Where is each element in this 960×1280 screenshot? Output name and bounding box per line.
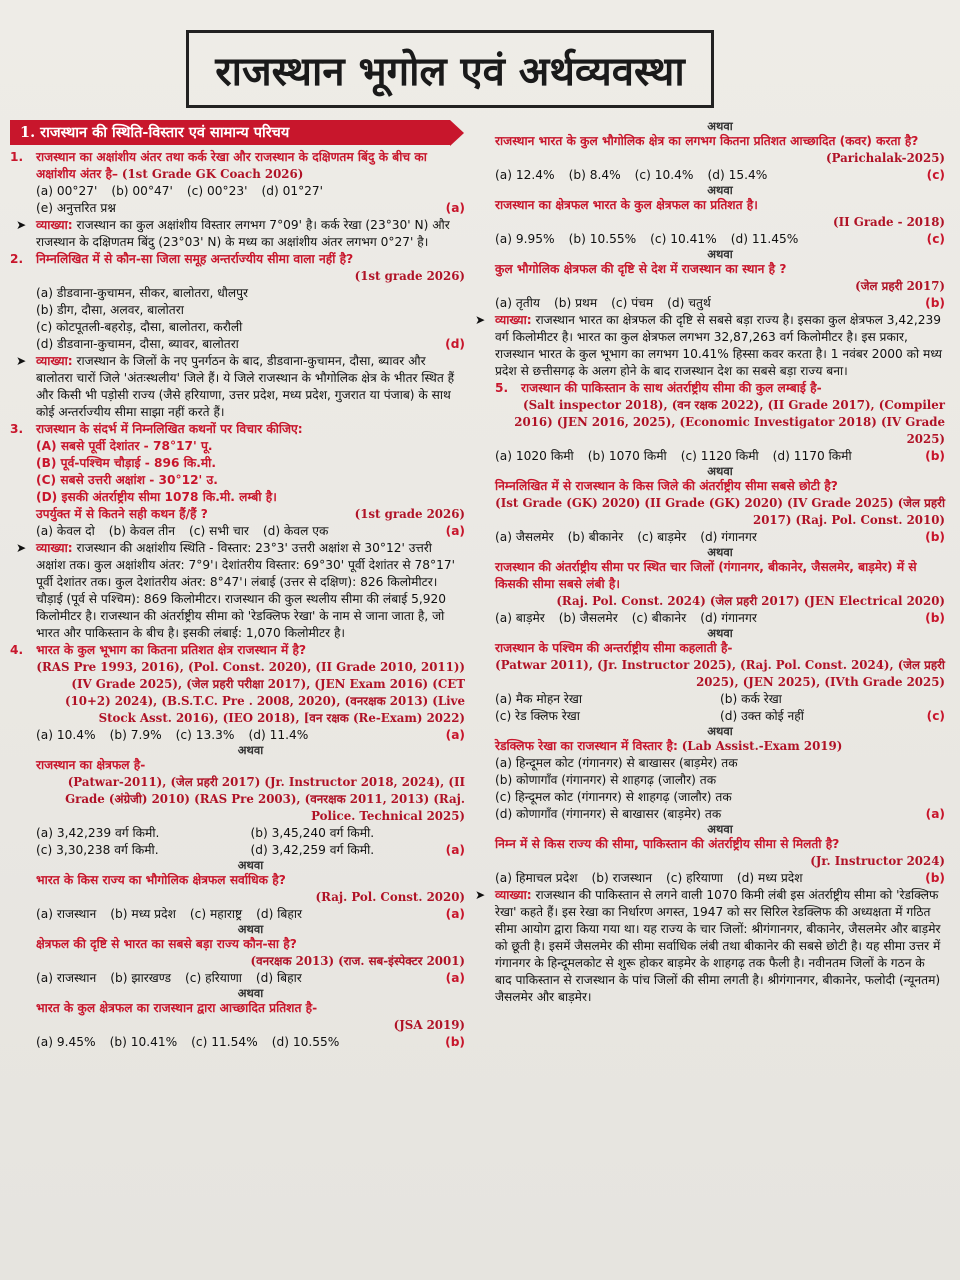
answer: (a) (445, 728, 465, 742)
option-e: (e) अनुत्तरित प्रश्न (36, 201, 116, 215)
question-text: राजस्थान का क्षेत्रफल भारत के कुल क्षेत्रफल का प्रतिशत है। (495, 198, 758, 212)
athva-divider: अथवा (707, 119, 733, 133)
option-row (495, 295, 945, 312)
option-b: (b) कोणागाँव (गंगानगर) से शाहगढ़ (जालौर) तक (495, 773, 717, 787)
answer: (b) (925, 296, 945, 310)
option-d: (d) 11.4% (248, 728, 309, 742)
option-c: (c) हरियाणा (666, 871, 723, 885)
option-d: (d) 1170 किमी (772, 449, 852, 463)
question-3 (10, 421, 465, 642)
question-text: राजस्थान का अक्षांशीय अंतर तथा कर्क रेखा और राजस्थान के दक्षिणतम बिंदु के बीच का अक्षांशीय अंतर है– (36, 150, 427, 181)
answer: (a) (445, 843, 465, 857)
question-number: 5. (495, 381, 509, 395)
option-d: (d) बिहार (255, 971, 302, 985)
option-row (495, 167, 945, 184)
option-c: (c) 1120 किमी (680, 449, 759, 463)
question-source: (Parichalak-2025) (825, 151, 945, 165)
question-source: (Patwar 2011), (Jr. Instructor 2025), (Raj. Pol. Const. 2024), (जेल प्रहरी 2025), (JEN 2025), (IVth Grade 2025) (495, 658, 945, 689)
athva-divider: अथवा (707, 545, 733, 559)
athva-divider: अथवा (707, 724, 733, 738)
explanation-label: व्याख्या: (36, 541, 73, 555)
option-d: (d) मध्य प्रदेश (736, 871, 803, 885)
explanation-text: राजस्थान के जिलों के नए पुनर्गठन के बाद, डीडवाना-कुचामन, दौसा, ब्यावर और बालोतरा चारों जिले 'अंतःस्थलीय' जिले हैं। ये जिले राजस्थान के भौगोलिक क्षेत्र के भीतर स्थित हैं और किसी भी पड़ोसी राज्य (जैसे हरियाणा, उत्तर प्रदेश, मध्य प्रदेश, गुजरात या पंजाब) के साथ कोई अन्तर्राज्यीय सीमा साझा नहीं करते हैं। (36, 354, 455, 419)
option-a: (a) 9.45% (36, 1035, 96, 1049)
answer: (a) (445, 201, 465, 215)
option-a: (a) केवल दो (36, 524, 95, 538)
question-text: निम्न में से किस राज्य की सीमा, पाकिस्तान की अंतर्राष्ट्रीय सीमा से मिलती है? (495, 837, 840, 851)
answer: (c) (926, 168, 945, 182)
left-column (10, 120, 465, 1051)
question-source: (Salt inspector 2018), (वन रक्षक 2022), (II Grade 2017), (Compiler 2016) (JEN 2016, 2025), (Economic Investigator 2018) (IV Grade 2025) (514, 398, 945, 446)
option-a: (a) राजस्थान (36, 971, 97, 985)
answer: (b) (925, 449, 945, 463)
option-row (36, 523, 465, 540)
question-text: कुल भौगोलिक क्षेत्रफल की दृष्टि से देश में राजस्थान का स्थान है ? (495, 262, 787, 276)
option-c: (c) महाराष्ट्र (189, 907, 243, 921)
option-row (36, 727, 465, 744)
option-b: (b) प्रथम (553, 296, 598, 310)
option-b: (b) 7.9% (109, 728, 162, 742)
options (495, 691, 945, 725)
section-title: 1. राजस्थान की स्थिति-विस्तार एवं सामान्य परिचय (10, 120, 450, 145)
option-d: (d) कोणागाँव (गंगानगर) से बाखासर (बाड़मेर) तक (495, 807, 722, 821)
question-row (495, 738, 945, 755)
option-d: (d) केवल एक (262, 524, 329, 538)
explanation (16, 353, 465, 421)
question-text: निम्नलिखित में से राजस्थान के किस जिले की अंतर्राष्ट्रीय सीमा सबसे छोटी है? (495, 479, 838, 493)
option-b: (b) झारखण्ड (110, 971, 172, 985)
option-d: (d) डीडवाना-कुचामन, दौसा, ब्यावर, बालोतरा (36, 337, 239, 351)
explanation-text: राजस्थान का कुल अक्षांशीय विस्तार लगभग 7°09' है। कर्क रेखा (23°30' N) और राजस्थान के दक्षिणतम बिंदु (23°03' N) के मध्य का अक्षांशीय अंतर लगभग 0°27' है। (36, 218, 450, 249)
option-row (36, 970, 465, 987)
right-column (475, 119, 945, 1006)
athva-divider: अथवा (237, 986, 264, 1000)
answer: (c) (926, 709, 945, 723)
question-1 (10, 149, 465, 251)
statement-b: (B) पूर्व-पश्चिम चौड़ाई - 896 कि.मी. (36, 456, 216, 470)
option-row (36, 1034, 465, 1051)
option-a: (a) 00°27' (36, 184, 98, 198)
option-b: (b) केवल तीन (108, 524, 176, 538)
option-a: (a) 3,42,239 वर्ग किमी. (36, 826, 160, 840)
option-d: (d) 15.4% (707, 168, 768, 182)
question-text: निम्नलिखित में से कौन-सा जिला समूह अन्तर्राज्यीय सीमा वाला नहीं है? (36, 252, 354, 266)
question-text: राजस्थान का क्षेत्रफल है- (36, 758, 146, 772)
question-source: (1st grade 2026) (354, 507, 465, 521)
option-a: (a) 1020 किमी (495, 449, 574, 463)
answer: (a) (445, 971, 465, 985)
option-a: (a) हिमाचल प्रदेश (495, 871, 578, 885)
question-text: राजस्थान के पश्चिम की अन्तर्राष्ट्रीय सीमा कहलाती है- (495, 641, 733, 655)
option-row (495, 610, 945, 627)
option-row (36, 906, 465, 923)
option-c: (c) 11.54% (191, 1035, 258, 1049)
option-d: (d) 10.55% (271, 1035, 340, 1049)
option-b: (b) कर्क रेखा (720, 692, 782, 706)
option-row (495, 231, 945, 248)
arrow-icon: ➤ (475, 313, 486, 327)
athva-divider: अथवा (707, 464, 733, 478)
question-source: (Raj. Pol. Const. 2024) (जेल प्रहरी 2017) (JEN Electrical 2020) (556, 594, 945, 608)
option-a: (a) 12.4% (495, 168, 555, 182)
option-c: (c) 10.41% (650, 232, 717, 246)
option-a: (a) जैसलमेर (495, 530, 554, 544)
option-c: (c) सभी चार (189, 524, 249, 538)
question-text: भारत के किस राज्य का भौगोलिक क्षेत्रफल सर्वाधिक है? (36, 873, 286, 887)
option-d: (d) चतुर्थ (667, 296, 711, 310)
option-b: (b) 3,45,240 वर्ग किमी. (250, 826, 375, 840)
question-text: रेडक्लिफ रेखा का राजस्थान में विस्तार है: (495, 739, 678, 753)
answer: (a) (445, 524, 465, 538)
question-number: 1. (10, 150, 24, 164)
question-source: (Raj. Pol. Const. 2020) (315, 890, 465, 904)
option-a: (a) हिन्दूमल कोट (गंगानगर) से बाखासर (बाड़मेर) तक (495, 756, 738, 770)
question-text: राजस्थान भारत के कुल भौगोलिक क्षेत्र का लगभग कितना प्रतिशत आच्छादित (कवर) करता है? (495, 134, 919, 148)
question-number: 4. (10, 643, 24, 657)
option-b: (b) डीग, दौसा, अलवर, बालोतरा (36, 303, 184, 317)
option-b: (b) 10.55% (568, 232, 637, 246)
option-c: (c) कोटपूतली-बहरोड़, दौसा, बालोतरा, करौली (36, 320, 243, 334)
option-b: (b) जैसलमेर (558, 611, 618, 625)
option-c: (c) हरियाणा (185, 971, 242, 985)
option-d: (d) 01°27' (261, 184, 324, 198)
question-source: (JSA 2019) (393, 1018, 465, 1032)
arrow-icon: ➤ (475, 888, 486, 902)
option-b: (b) मध्य प्रदेश (110, 907, 176, 921)
statement-d: (D) इसकी अंतर्राष्ट्रीय सीमा 1078 कि.मी. लम्बी है। (36, 490, 277, 504)
option-b: (b) बीकानेर (567, 530, 624, 544)
question-prompt: उपर्युक्त में से कितने सही कथन हैं/हैं ? (36, 507, 208, 521)
option-c: (c) 00°23' (186, 184, 248, 198)
question-source: (RAS Pre 1993, 2016), (Pol. Const. 2020), (II Grade 2010, 2011)) (IV Grade 2025), (जेल प्रहरी परीक्षा 2017), (JEN Exam 2016) (CET (10+2) 2024), (B.S.T.C. Pre . 2008, 2020), (वनरक्षक 2013) (Live Stock Asst. 2016), (IEO 2018), [वन रक्षक (Re-Exam) 2022) (36, 660, 465, 725)
option-a: (a) डीडवाना-कुचामन, सीकर, बालोतरा, धौलपुर (36, 286, 249, 300)
athva-divider: अथवा (707, 183, 733, 197)
athva-divider: अथवा (237, 743, 264, 757)
question-text: राजस्थान की पाकिस्तान के साथ अंतर्राष्ट्रीय सीमा की कुल लम्बाई है- (521, 381, 822, 395)
athva-divider: अथवा (707, 822, 733, 836)
explanation-label: व्याख्या: (495, 888, 532, 902)
athva-divider: अथवा (707, 247, 733, 261)
question-text: भारत के कुल क्षेत्रफल का राजस्थान द्वारा आच्छादित प्रतिशत है- (36, 1001, 318, 1015)
option-c: (c) हिन्दूमल कोट (गंगानगर) से शाहगढ़ (जालौर) तक (495, 790, 732, 804)
option-row (495, 529, 945, 546)
option-row (495, 448, 945, 465)
option-b: (b) 10.41% (109, 1035, 178, 1049)
explanation (475, 312, 945, 380)
explanation-text: राजस्थान की अक्षांशीय स्थिति - विस्तार: 23°3' उत्तरी अक्षांश से 30°12' उत्तरी अक्षांश तक। कुल अक्षांशीय अंतर: 7°9'। देशांतरीय विस्तार: 69°30' पूर्वी देशांतर से 78°17' पूर्वी देशांतर तक। कुल देशांतरीय अंतर: 8°47'। लंबाई (उत्तर से दक्षिण): 826 किलोमीटर। चौड़ाई (पूर्व से पश्चिम): 869 किलोमीटर। राजस्थान की कुल स्थलीय सीमा की लंबाई 5,920 किलोमीटर है। राजस्थान की अंतर्राष्ट्रीय सीमा को 'रेडक्लिफ रेखा' के नाम से जाना जाता है, जो भारत और पाकिस्तान के बीच है। इसकी लंबाई: 1,070 किलोमीटर है। (36, 541, 455, 640)
athva-divider: अथवा (237, 922, 264, 936)
question-source: (Patwar-2011), (जेल प्रहरी 2017) (Jr. Instructor 2018, 2024), (II Grade (अंग्रेजी) 2010) (RAS Pre 2003), (वनरक्षक 2011, 2013) (Raj. Police. Technical 2025) (65, 775, 465, 823)
answer: (b) (925, 530, 945, 544)
answer: (b) (445, 1035, 465, 1049)
question-4 (10, 642, 465, 1051)
question-source: (जेल प्रहरी 2017) (855, 279, 945, 293)
option-b: (b) 1070 किमी (587, 449, 667, 463)
answer: (b) (925, 871, 945, 885)
question-number: 2. (10, 252, 24, 266)
answer: (a) (445, 907, 465, 921)
question-5 (495, 380, 945, 397)
question-source: (II Grade - 2018) (833, 215, 945, 229)
option-a: (a) राजस्थान (36, 907, 97, 921)
option-row (36, 200, 465, 217)
page-title: राजस्थान भूगोल एवं अर्थव्यवस्था (215, 47, 685, 95)
option-c: (c) 13.3% (175, 728, 235, 742)
athva-divider: अथवा (237, 858, 264, 872)
question-source: (Ist Grade (GK) 2020) (II Grade (GK) 2020) (IV Grade 2025) (जेल प्रहरी 2017) (Raj. Pol. Const. 2010) (495, 496, 945, 527)
question-text: राजस्थान की अंतर्राष्ट्रीय सीमा पर स्थित चार जिलों (गंगानगर, बीकानेर, जैसलमेर, बाड़मेर) में से किसकी सीमा सबसे लंबी है। (495, 560, 917, 591)
option-d: (d) 11.45% (730, 232, 799, 246)
option-row (36, 336, 465, 353)
athva-divider: अथवा (707, 626, 733, 640)
option-c: (c) 10.4% (634, 168, 694, 182)
explanation (475, 887, 945, 1006)
option-d: (d) गंगानगर (700, 530, 757, 544)
option-c: (c) 3,30,238 वर्ग किमी. (36, 843, 159, 857)
question-2 (10, 251, 465, 421)
option-row (495, 806, 945, 823)
question-text: राजस्थान के संदर्भ में निम्नलिखित कथनों पर विचार कीजिए: (36, 422, 303, 436)
option-c: (c) बीकानेर (631, 611, 687, 625)
option-d: (d) 3,42,259 वर्ग किमी. (250, 843, 375, 857)
option-a: (a) मैक मोहन रेखा (495, 692, 583, 706)
arrow-icon: ➤ (16, 541, 27, 555)
explanation (16, 540, 465, 642)
question-text: क्षेत्रफल की दृष्टि से भारत का सबसे बड़ा राज्य कौन-सा है? (36, 937, 297, 951)
statement-a: (A) सबसे पूर्वी देशांतर - 78°17' पू. (36, 439, 213, 453)
explanation-text: राजस्थान की पाकिस्तान से लगने वाली 1070 किमी लंबी इस अंतर्राष्ट्रीय सीमा को 'रेडक्लिफ रेखा' कहते हैं। इस रेखा का निर्धारण अगस्त, 1947 को सर सिरिल रेडक्लिफ की अध्यक्षता में गठित सीमा आयोग द्वारा किया गया था। यह राज्य के चार जिलों: श्रीगंगानगर, बीकानेर, जैसलमेर और बाड़मेर को छूती है। इसमें जैसलमेर की सीमा सर्वाधिक लंबी तथा बीकानेर की सबसे छोटी है। यह सीमा उत्तर में गंगानगर के हिन्दूमलकोट से शुरू होकर बाड़मेर के शाहगढ़ तक फैली है। नवीनतम जिलों के गठन के बाद पाकिस्तान से राजस्थान के पांच जिलों की सीमा लगती है। श्रीगंगानगर, बीकानेर, फलोदी (न्यूनतम) जैसलमेर और बाड़मेर। (495, 888, 941, 1004)
question-text: भारत के कुल भूभाग का कितना प्रतिशत क्षेत्र राजस्थान में है? (36, 643, 307, 657)
option-b: (b) राजस्थान (591, 871, 653, 885)
arrow-icon: ➤ (16, 354, 27, 368)
explanation-label: व्याख्या: (36, 218, 73, 232)
explanation-text: राजस्थान भारत का क्षेत्रफल की दृष्टि से सबसे बड़ा राज्य है। इसका कुल क्षेत्रफल 3,42,239 वर्ग किलोमीटर है। भारत का कुल क्षेत्रफल लगभग 32,87,263 वर्ग किलोमीटर है। इस प्रकार, राजस्थान भारत के कुल भूभाग का लगभग 10.41% हिस्सा कवर करता है। 1 नवंबर 2000 को मध्य प्रदेश से छत्तीसगढ़ के अलग होने के बाद राजस्थान देश का सबसे बड़ा राज्य बना। (495, 313, 942, 378)
option-d: (d) गंगानगर (700, 611, 757, 625)
question-source: (वनरक्षक 2013) (राज. सब-इंस्पेक्टर 2001) (250, 954, 465, 968)
answer: (d) (445, 337, 465, 351)
option-row (495, 870, 945, 887)
question-source: (Jr. Instructor 2024) (810, 854, 945, 868)
options (36, 825, 465, 859)
explanation-label: व्याख्या: (495, 313, 532, 327)
answer: (c) (926, 232, 945, 246)
question-source: (Lab Assist.-Exam 2019) (681, 739, 843, 753)
explanation (16, 217, 465, 251)
options (36, 183, 465, 200)
statement-c: (C) सबसे उत्तरी अक्षांश - 30°12' उ. (36, 473, 218, 487)
option-a: (a) बाड़मेर (495, 611, 545, 625)
page-title-box (186, 30, 714, 108)
question-source: (1st grade 2026) (354, 269, 465, 283)
question-row (36, 506, 465, 523)
option-a: (a) 10.4% (36, 728, 96, 742)
option-a: (a) तृतीय (495, 296, 540, 310)
option-c: (c) बाड़मेर (637, 530, 687, 544)
question-number: 3. (10, 422, 24, 436)
option-c: (c) रेड क्लिफ रेखा (495, 709, 580, 723)
option-c: (c) पंचम (611, 296, 654, 310)
answer: (a) (925, 807, 945, 821)
explanation-label: व्याख्या: (36, 354, 73, 368)
answer: (b) (925, 611, 945, 625)
option-d: (d) बिहार (256, 907, 303, 921)
arrow-icon: ➤ (16, 218, 27, 232)
option-a: (a) 9.95% (495, 232, 555, 246)
option-d: (d) उक्त कोई नहीं (720, 709, 804, 723)
question-source: (1st Grade GK Coach 2026) (121, 167, 304, 181)
option-b: (b) 8.4% (568, 168, 621, 182)
option-b: (b) 00°47' (111, 184, 173, 198)
